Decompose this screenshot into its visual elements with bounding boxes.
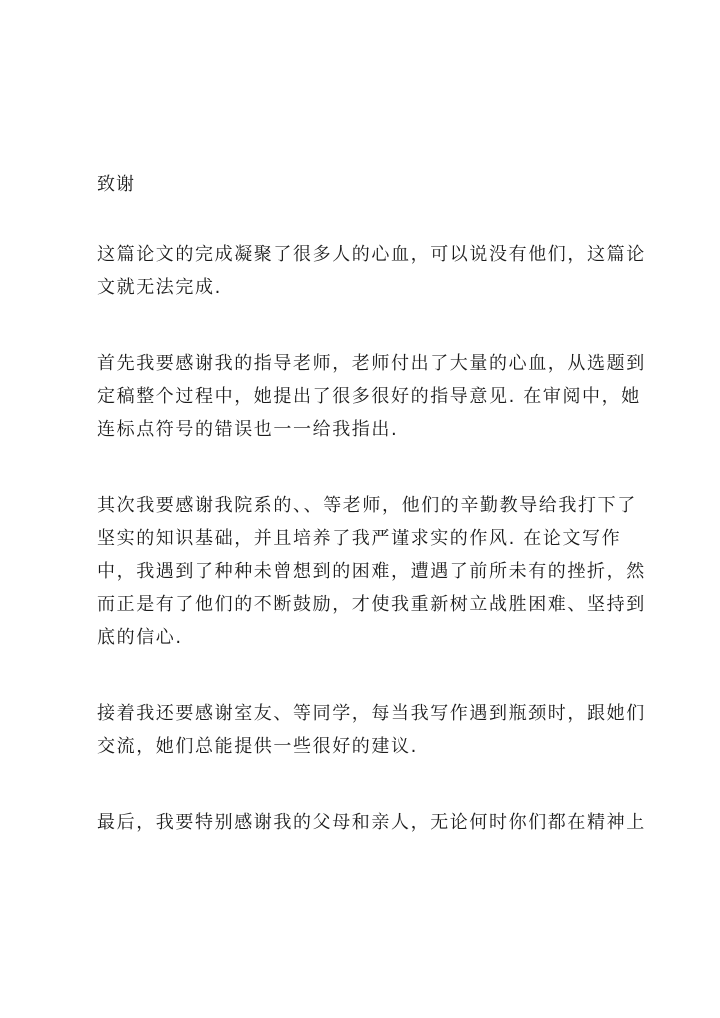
text-line: 首先我要感谢我的指导老师，老师付出了大量的心血，从选题到 [97,353,646,374]
text-line: 连标点符号的错误也一一给我指出. [97,419,399,440]
document-body [97,168,646,882]
paragraph-family [97,806,646,839]
paragraph-advisor [97,347,646,446]
paragraph-intro [97,238,646,304]
paragraph-teachers [97,489,646,654]
text-line: 坚实的知识基础，并且培养了我严谨求实的作风. 在论文写作 [97,528,622,549]
page-title: 致谢 [97,174,135,195]
text-line: 交流，她们总能提供一些很好的建议. [97,736,418,757]
text-line: 定稿整个过程中，她提出了很多很好的指导意见. 在审阅中，她 [97,386,641,407]
text-line: 文就无法完成. [97,277,222,298]
text-line: 接着我还要感谢室友、等同学，每当我写作遇到瓶颈时，跟她们 [97,703,646,724]
paragraph-classmates [97,697,646,763]
text-line: 其次我要感谢我院系的、、等老师，他们的辛勤教导给我打下了 [97,495,637,516]
text-line: 底的信心. [97,627,183,648]
text-line: 而正是有了他们的不断鼓励，才使我重新树立战胜困难、坚持到 [97,594,646,615]
text-line: 中，我遇到了种种未曾想到的困难，遭遇了前所未有的挫折，然 [97,561,646,582]
text-line: 这篇论文的完成凝聚了很多人的心血，可以说没有他们，这篇论 [97,244,646,265]
text-line: 最后，我要特别感谢我的父母和亲人，无论何时你们都在精神上 [97,812,646,833]
